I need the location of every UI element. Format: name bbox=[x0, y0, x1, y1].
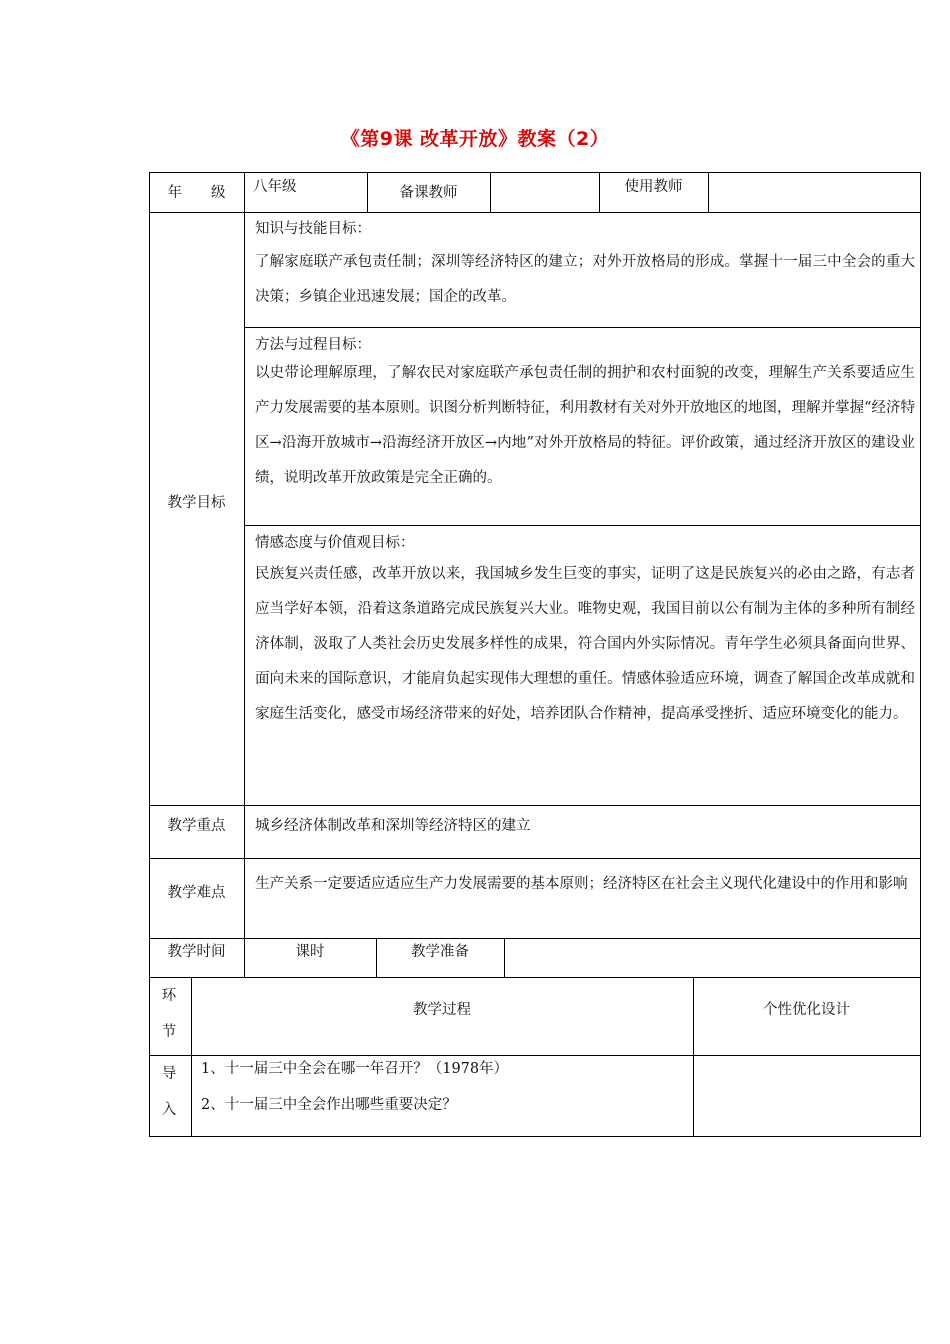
table-col-divider bbox=[244, 172, 245, 977]
difficult-point-text: 生产关系一定要适应适应生产力发展需要的基本原则；经济特区在社会主义现代化建设中的作用和影响 bbox=[255, 876, 908, 892]
table-col-divider bbox=[191, 977, 192, 1137]
table-row-divider bbox=[149, 212, 921, 213]
prep-label: 教学准备 bbox=[411, 944, 469, 960]
intro-question-2: 2、十一届三中全会作出哪些重要决定？ bbox=[201, 1097, 457, 1113]
hours-label: 课时 bbox=[295, 944, 325, 960]
method-heading: 方法与过程目标： bbox=[255, 337, 371, 353]
key-point-text: 城乡经济体制改革和深圳等经济特区的建立 bbox=[255, 818, 531, 834]
method-text: 以史带论理解原理，了解农民对家庭联产承包责任制的拥护和农村面貌的改变，理解生产关系要适应生产力发展需要的基本原则。识图分析判断特征，利用教材有关对外开放地区的地图，理解并掌握“经济特区→沿海开放城市→沿海经济开放区→内地”对外开放格局的特征。评价政策，通过经济开放区的建设业绩，说明改革开放政策是完全正确的。 bbox=[255, 365, 915, 486]
emotion-heading: 情感态度与价值观目标： bbox=[255, 535, 415, 551]
table-row-divider bbox=[149, 938, 921, 939]
intro-question-1: 1、十一届三中全会在哪一年召开？（1978年） bbox=[201, 1061, 509, 1077]
time-label: 教学时间 bbox=[167, 944, 226, 960]
prep-teacher-label: 备课教师 bbox=[399, 185, 458, 201]
knowledge-text: 了解家庭联产承包责任制；深圳等经济特区的建立；对外开放格局的形成。掌握十一届三中全会的重大决策；乡镇企业迅速发展；国企的改革。 bbox=[255, 254, 915, 305]
table-row-divider bbox=[149, 1055, 921, 1056]
table-border-right bbox=[920, 172, 921, 1137]
grade-value: 八年级 bbox=[253, 179, 297, 195]
stage-label-top: 环 bbox=[161, 988, 177, 1004]
grade-label: 年 级 bbox=[167, 185, 226, 201]
table-col-divider bbox=[504, 938, 505, 977]
difficult-point-label: 教学难点 bbox=[167, 885, 226, 901]
table-border-bottom bbox=[149, 1136, 921, 1137]
table-col-divider bbox=[708, 172, 709, 212]
use-teacher-label: 使用教师 bbox=[624, 179, 683, 195]
table-row-divider bbox=[149, 858, 921, 859]
objectives-label: 教学目标 bbox=[167, 495, 226, 511]
process-label: 教学过程 bbox=[413, 1002, 471, 1018]
table-row-divider bbox=[244, 327, 921, 328]
table-border-top bbox=[149, 172, 921, 173]
table-row-divider bbox=[149, 805, 921, 806]
table-col-divider bbox=[693, 977, 694, 1137]
table-row-divider bbox=[149, 977, 921, 978]
table-col-divider bbox=[490, 172, 491, 212]
design-label: 个性优化设计 bbox=[763, 1002, 850, 1018]
knowledge-heading: 知识与技能目标： bbox=[255, 221, 371, 237]
document-title: 《第9课 改革开放》教案（2） bbox=[340, 128, 610, 150]
intro-stage-bottom: 入 bbox=[161, 1102, 177, 1118]
table-row-divider bbox=[244, 525, 921, 526]
key-point-label: 教学重点 bbox=[167, 818, 226, 834]
intro-stage-top: 导 bbox=[161, 1066, 177, 1082]
emotion-text: 民族复兴责任感，改革开放以来，我国城乡发生巨变的事实，证明了这是民族复兴的必由之路，有志者应当学好本领，沿着这条道路完成民族复兴大业。唯物史观，我国目前以公有制为主体的多种所有制经济体制，汲取了人类社会历史发展多样性的成果，符合国内外实际情况。青年学生必须具备面向世界、面向未来的国际意识，才能肩负起实现伟大理想的重任。情感体验适应环境，调查了解国企改革成就和家庭生活变化，感受市场经济带来的好处，培养团队合作精神，提高承受挫折、适应环境变化的能力。 bbox=[255, 566, 915, 722]
stage-label-bottom: 节 bbox=[161, 1024, 177, 1040]
